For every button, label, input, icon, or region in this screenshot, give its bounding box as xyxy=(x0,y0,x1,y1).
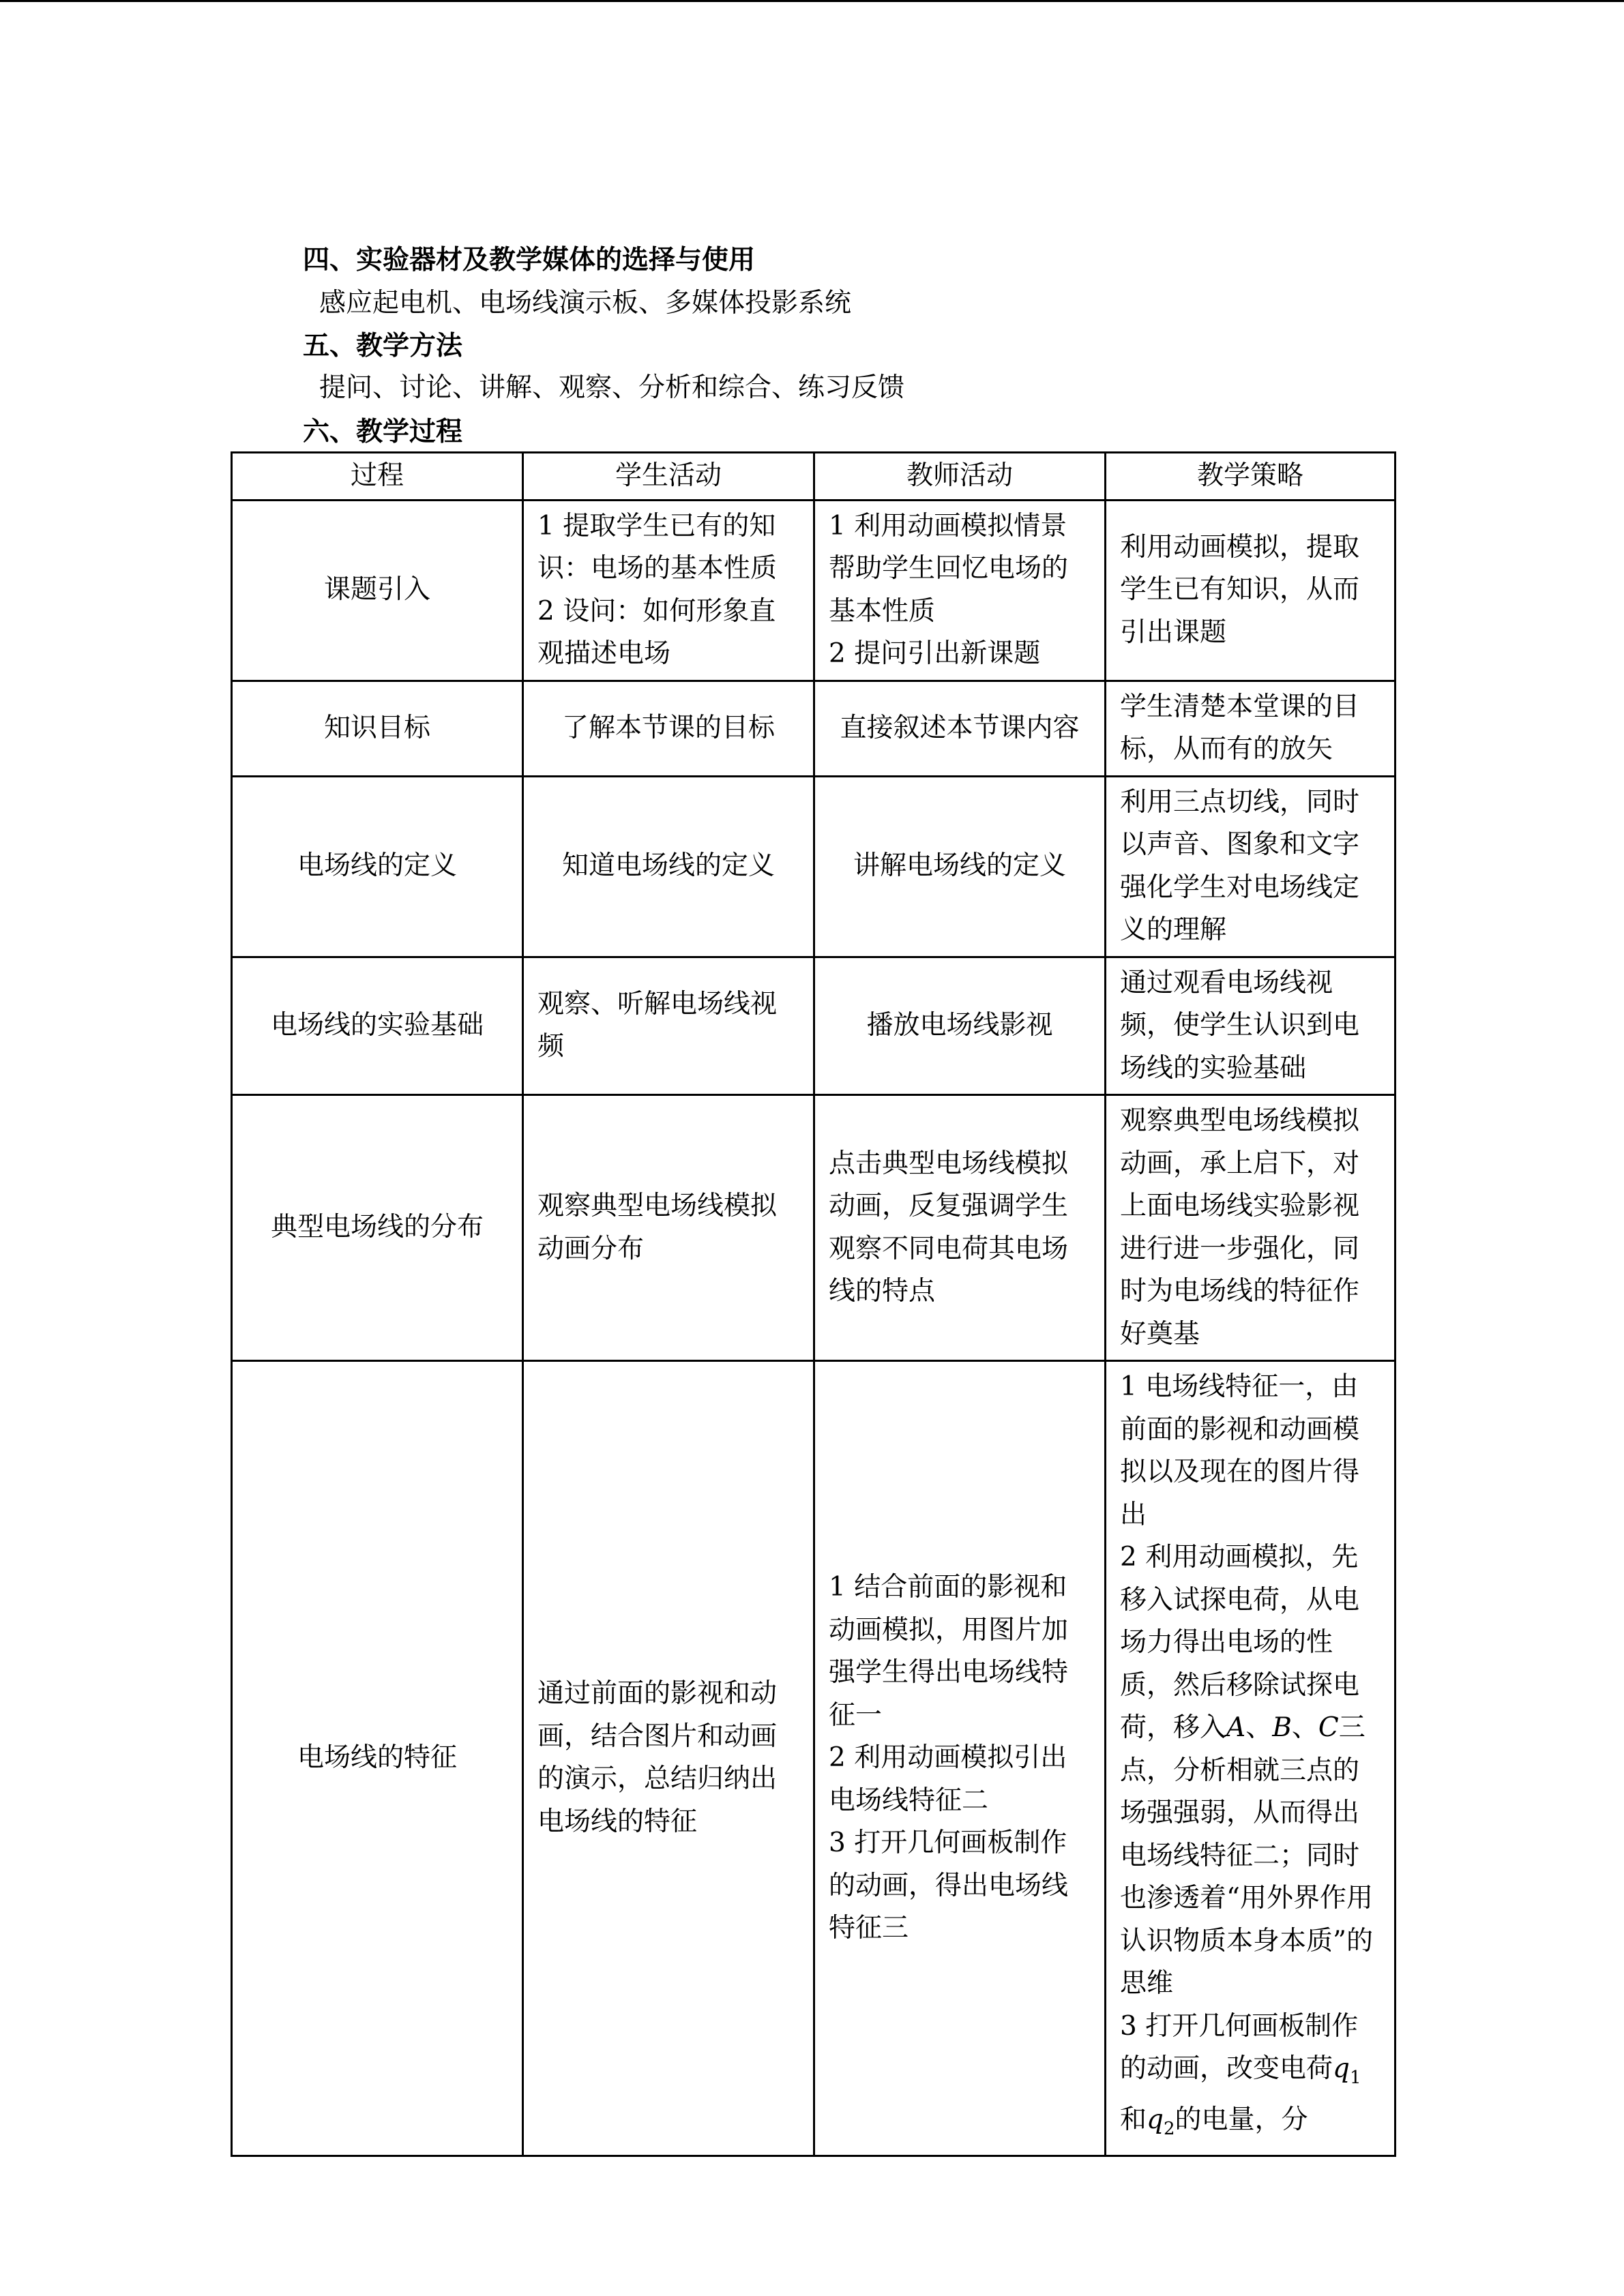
point-c-label: C xyxy=(1318,1712,1339,1743)
teacher-activity-cell xyxy=(814,776,1106,957)
section4-body: 感应起电机、电场线演示板、多媒体投影系统 xyxy=(319,288,852,318)
cell-line: 3 打开几何画板制作的动画，得出电场线特征三 xyxy=(829,1828,1069,1944)
header-student-activity: 学生活动 xyxy=(523,453,814,501)
teaching-strategy-cell xyxy=(1106,776,1396,957)
cell-line: 讲解电场线的定义 xyxy=(853,850,1066,882)
text-run: 、 xyxy=(1245,1712,1273,1743)
teacher-activity-cell xyxy=(814,500,1106,681)
teaching-process-table xyxy=(231,451,1396,2157)
text-run: 的电量，分 xyxy=(1175,2104,1308,2136)
section6-heading: 六、教学过程 xyxy=(303,416,463,447)
student-activity-cell xyxy=(523,500,814,681)
page-top-border xyxy=(0,0,1624,2)
charge-q1-symbol: q xyxy=(1333,2053,1350,2084)
table-row xyxy=(232,500,1396,681)
table-row xyxy=(232,1095,1396,1361)
teaching-strategy-cell xyxy=(1106,1361,1396,2156)
point-a-label: A xyxy=(1226,1712,1246,1743)
cell-line: 2 利用动画模拟引出电场线特征二 xyxy=(829,1742,1067,1816)
table-header-row xyxy=(232,453,1396,501)
cell-line: 1 结合前面的影视和动画模拟，用图片加强学生得出电场线特征一 xyxy=(829,1572,1069,1731)
cell-line: 知道电场线的定义 xyxy=(561,850,775,882)
cell-line: 1 提取学生已有的知识：电场的基本性质 xyxy=(537,510,778,584)
teacher-activity-cell xyxy=(814,1095,1106,1361)
stage-cell: 典型电场线的分布 xyxy=(232,1095,523,1361)
stage-cell: 电场线的定义 xyxy=(232,776,523,957)
cell-line xyxy=(1120,1536,1381,2006)
text-run: 、 xyxy=(1291,1712,1318,1743)
teaching-strategy-cell xyxy=(1106,957,1396,1095)
cell-line: 利用三点切线，同时以声音、图象和文字强化学生对电场线定义的理解 xyxy=(1120,786,1360,945)
table-row xyxy=(232,776,1396,957)
stage-cell: 电场线的实验基础 xyxy=(232,957,523,1095)
header-teacher-activity: 教师活动 xyxy=(814,453,1106,501)
point-b-label: B xyxy=(1272,1712,1292,1743)
teacher-activity-cell xyxy=(814,957,1106,1095)
cell-line: 了解本节课的目标 xyxy=(561,712,775,743)
teaching-strategy-cell xyxy=(1106,681,1396,776)
teacher-activity-cell xyxy=(814,681,1106,776)
charge-q2-subscript: 2 xyxy=(1163,2119,1175,2140)
charge-q2-symbol: q xyxy=(1147,2104,1164,2136)
cell-line: 直接叙述本节课内容 xyxy=(840,712,1080,743)
cell-line xyxy=(1120,2006,1381,2151)
cell-line: 点击典型电场线模拟动画，反复强调学生观察不同电荷其电场线的特点 xyxy=(829,1148,1069,1307)
table-row xyxy=(232,681,1396,776)
cell-line: 学生清楚本堂课的目标，从而有的放矢 xyxy=(1120,691,1360,764)
student-activity-cell xyxy=(523,1095,814,1361)
student-activity-cell xyxy=(523,1361,814,2156)
student-activity-cell xyxy=(523,681,814,776)
cell-line: 通过观看电场线视频，使学生认识到电场线的实验基础 xyxy=(1120,967,1360,1084)
cell-line: 观察典型电场线模拟动画，承上启下，对上面电场线实验影视进行进一步强化，同时为电场线的特征作好奠基 xyxy=(1120,1105,1360,1350)
cell-line: 利用动画模拟，提取学生已有知识，从而引出课题 xyxy=(1120,531,1360,648)
cell-line: 通过前面的影视和动画，结合图片和动画的演示，总结归纳出电场线的特征 xyxy=(537,1678,778,1837)
header-teaching-strategy: 教学策略 xyxy=(1106,453,1396,501)
table-row xyxy=(232,1361,1396,2156)
cell-line: 播放电场线影视 xyxy=(866,1010,1053,1041)
header-stage: 过程 xyxy=(232,453,523,501)
cell-line: 2 设问：如何形象直观描述电场 xyxy=(537,595,776,669)
teaching-strategy-cell xyxy=(1106,1095,1396,1361)
cell-line: 1 电场线特征一，由前面的影视和动画模拟以及现在的图片得出 xyxy=(1120,1371,1360,1530)
text-run: 三点，分析相就三点的场强强弱，从而得出电场线特征二；同时也渗透着“用外界作用认识物质本身本质”的思维 xyxy=(1120,1712,1373,1999)
cell-line: 观察典型电场线模拟动画分布 xyxy=(537,1191,778,1264)
cell-line: 观察、听解电场线视频 xyxy=(537,988,778,1062)
teaching-strategy-cell xyxy=(1106,500,1396,681)
stage-cell: 电场线的特征 xyxy=(232,1361,523,2156)
stage-cell: 知识目标 xyxy=(232,681,523,776)
stage-cell: 课题引入 xyxy=(232,500,523,681)
student-activity-cell xyxy=(523,776,814,957)
text-run: 3 打开几何画板制作的动画，改变电荷 xyxy=(1120,2010,1359,2084)
cell-line: 1 利用动画模拟情景帮助学生回忆电场的基本性质 xyxy=(829,510,1069,627)
table-row xyxy=(232,957,1396,1095)
cell-line: 2 提问引出新课题 xyxy=(829,638,1041,669)
text-run: 2 利用动画模拟，先移入试探电荷，从电场力得出电场的性质，然后移除试探电荷，移入 xyxy=(1120,1542,1360,1743)
section4-heading: 四、实验器材及教学媒体的选择与使用 xyxy=(303,244,756,275)
section5-heading: 五、教学方法 xyxy=(303,330,463,361)
charge-q1-subscript: 1 xyxy=(1349,2067,1361,2088)
teacher-activity-cell xyxy=(814,1361,1106,2156)
section5-body: 提问、讨论、讲解、观察、分析和综合、练习反馈 xyxy=(319,372,905,403)
student-activity-cell xyxy=(523,957,814,1095)
text-run: 和 xyxy=(1120,2104,1147,2136)
